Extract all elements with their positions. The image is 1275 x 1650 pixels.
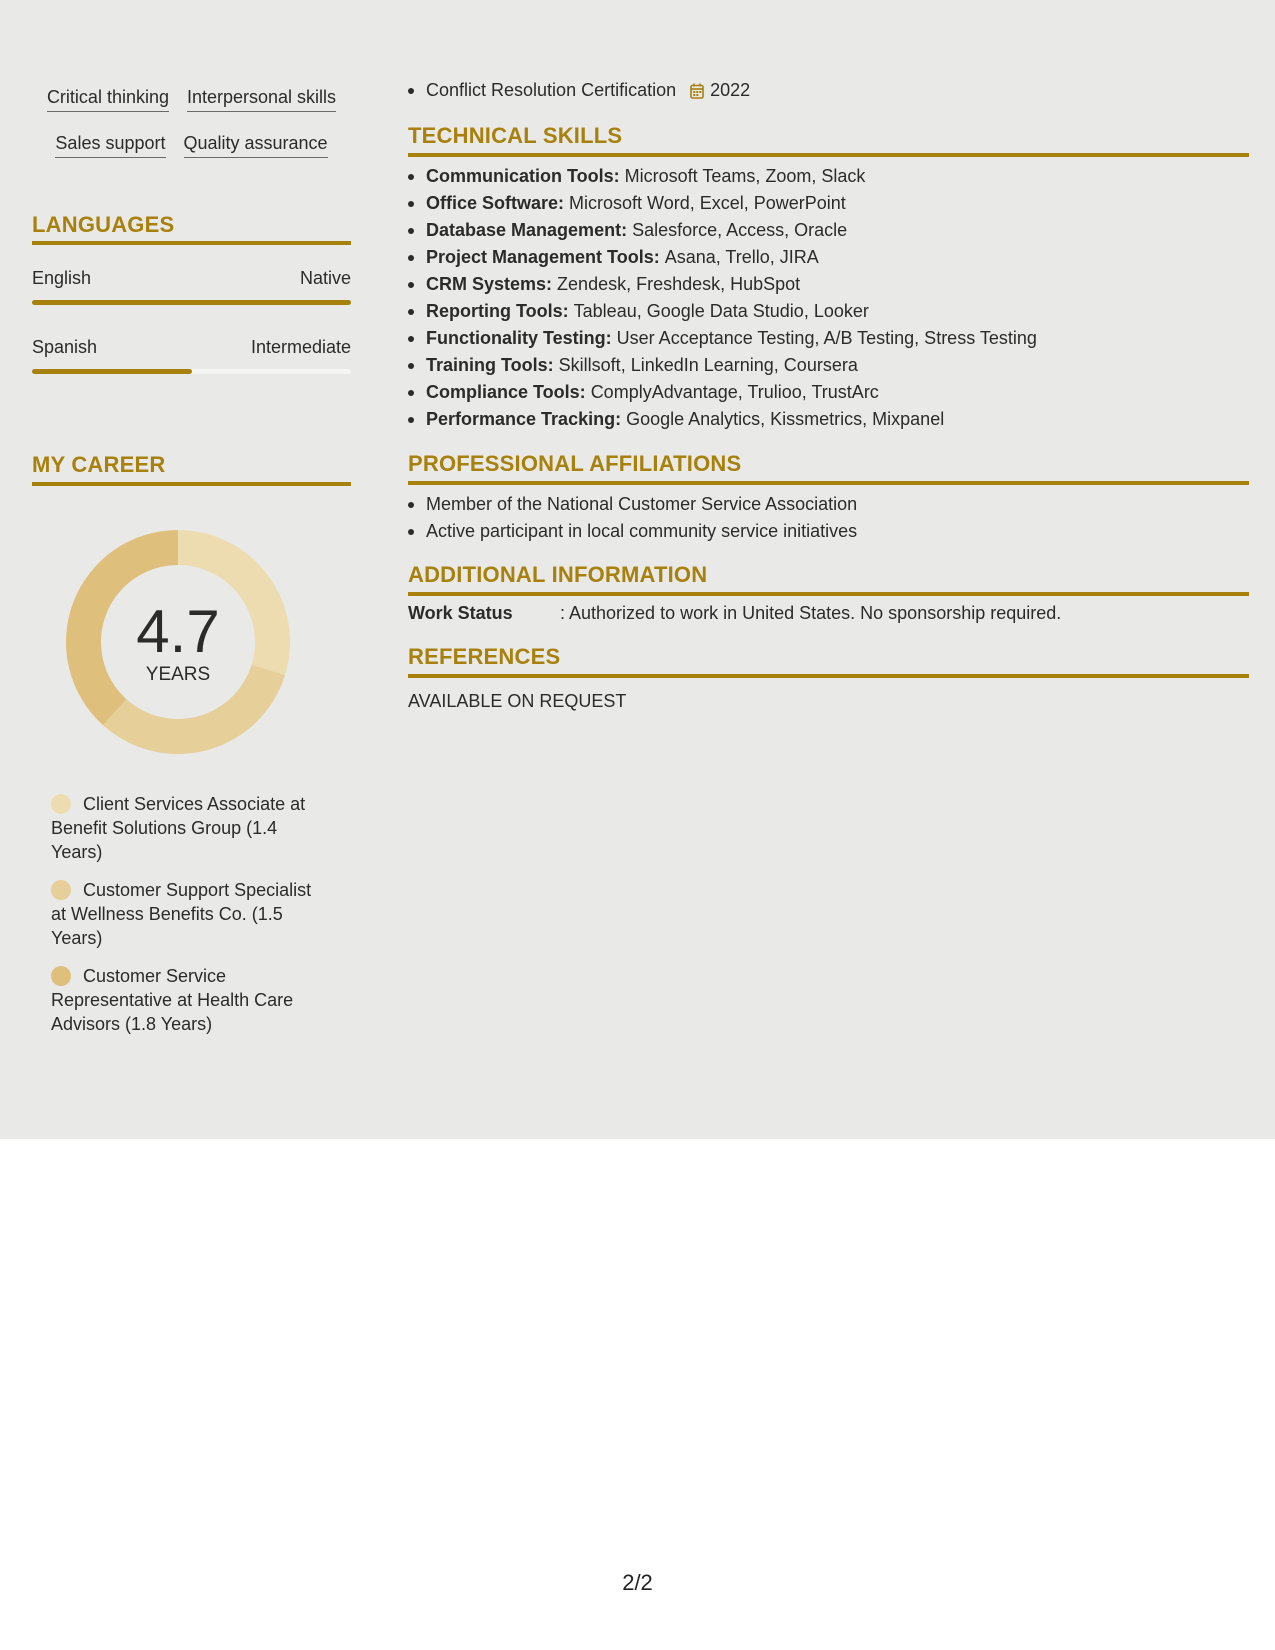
section-divider [408,153,1249,157]
skill-category: Communication Tools: [426,166,620,186]
bullet [408,309,414,315]
language-level: Intermediate [250,337,351,357]
bullet [408,88,414,94]
list-item [408,491,1249,518]
language-item [32,268,351,305]
bullet [408,363,414,369]
career-donut-chart [66,530,290,754]
calendar-icon [690,83,704,99]
skill-values: Skillsoft, LinkedIn Learning, Coursera [558,355,858,375]
references-section [408,643,1249,712]
skill-category: Training Tools: [426,355,554,375]
bullet [408,255,414,261]
career-legend [51,792,331,1050]
certification-name: Conflict Resolution Certification [426,80,677,100]
legend-item [51,964,331,1036]
skill-category: Project Management Tools: [426,247,660,267]
career-heading: MY CAREER [32,452,166,477]
career-total-years: 4.7 [136,598,220,665]
proficiency-bar [32,369,351,374]
bullet [408,282,414,288]
skill-category: Functionality Testing: [426,328,612,348]
affiliations-section [408,450,1249,545]
certification-item [408,80,750,101]
page-number: 2/2 [622,1570,653,1595]
skill-category: Compliance Tools: [426,382,586,402]
proficiency-fill [32,300,351,305]
skill-values: Tableau, Google Data Studio, Looker [573,301,869,321]
list-item [408,244,1249,271]
technical-skills-section [408,122,1249,433]
list-item [408,271,1249,298]
work-status-value: : Authorized to work in United States. No sponsorship required. [560,603,1062,623]
skill-category: Performance Tracking: [426,409,622,429]
legend-label: Customer Support Specialist at Wellness Benefits Co. (1.5 Years) [51,880,312,948]
affiliations-heading: PROFESSIONAL AFFILIATIONS [408,451,742,476]
legend-label: Client Services Associate at Benefit Solutions Group (1.4 Years) [51,794,306,862]
skill-values: User Acceptance Testing, A/B Testing, Stress Testing [616,328,1037,348]
work-status-label: Work Status [408,603,513,623]
skill-tag: Interpersonal skills [187,86,336,112]
references-heading: REFERENCES [408,644,561,669]
skill-tag: Quality assurance [184,132,328,158]
additional-info-heading: ADDITIONAL INFORMATION [408,562,708,587]
legend-swatch [51,794,71,814]
legend-label: Customer Service Representative at Health Care Advisors (1.8 Years) [51,966,294,1034]
bullet [408,502,414,508]
skill-category: Office Software: [426,193,565,213]
list-item [408,379,1249,406]
work-status-row [408,603,1249,624]
list-item [408,217,1249,244]
affiliation-text: Active participant in local community service initiatives [426,521,858,541]
list-item [408,325,1249,352]
language-name: English [32,268,92,288]
bullet [408,228,414,234]
list-item [408,518,1249,545]
legend-swatch [51,880,71,900]
certification-year: 2022 [710,80,751,100]
bullet [408,336,414,342]
proficiency-fill [32,369,192,374]
proficiency-bar [32,300,351,305]
languages-heading: LANGUAGES [32,212,175,237]
bullet [408,201,414,207]
list-item [408,190,1249,217]
language-name: Spanish [32,337,98,357]
bullet [408,529,414,535]
skill-tags [32,86,351,178]
list-item [408,406,1249,433]
skill-values: Microsoft Word, Excel, PowerPoint [569,193,846,213]
bullet [408,390,414,396]
section-divider [32,241,351,245]
skill-values: Microsoft Teams, Zoom, Slack [624,166,866,186]
section-divider [408,674,1249,678]
skill-values: ComplyAdvantage, Trulioo, TrustArc [590,382,879,402]
section-divider [408,592,1249,596]
skill-tag: Critical thinking [47,86,169,112]
section-divider [408,481,1249,485]
skill-tag: Sales support [55,132,165,158]
technical-skills-heading: TECHNICAL SKILLS [408,123,623,148]
additional-info-section [408,561,1249,624]
legend-item [51,878,331,950]
skill-values: Salesforce, Access, Oracle [632,220,848,240]
skill-values: Google Analytics, Kissmetrics, Mixpanel [626,409,945,429]
legend-swatch [51,966,71,986]
list-item [408,163,1249,190]
section-divider [32,482,351,486]
skill-row [32,132,351,158]
skill-values: Zendesk, Freshdesk, HubSpot [557,274,801,294]
list-item [408,352,1249,379]
language-item [32,337,351,374]
skill-values: Asana, Trello, JIRA [664,247,819,267]
career-years-unit: YEARS [145,664,211,685]
bullet [408,174,414,180]
legend-item [51,792,331,864]
affiliation-text: Member of the National Customer Service Association [426,494,858,514]
skill-category: Reporting Tools: [426,301,569,321]
references-text: AVAILABLE ON REQUEST [408,691,627,711]
skill-category: CRM Systems: [426,274,553,294]
list-item [408,298,1249,325]
bullet [408,417,414,423]
skill-category: Database Management: [426,220,628,240]
skill-row [32,86,351,112]
language-level: Native [299,268,351,288]
